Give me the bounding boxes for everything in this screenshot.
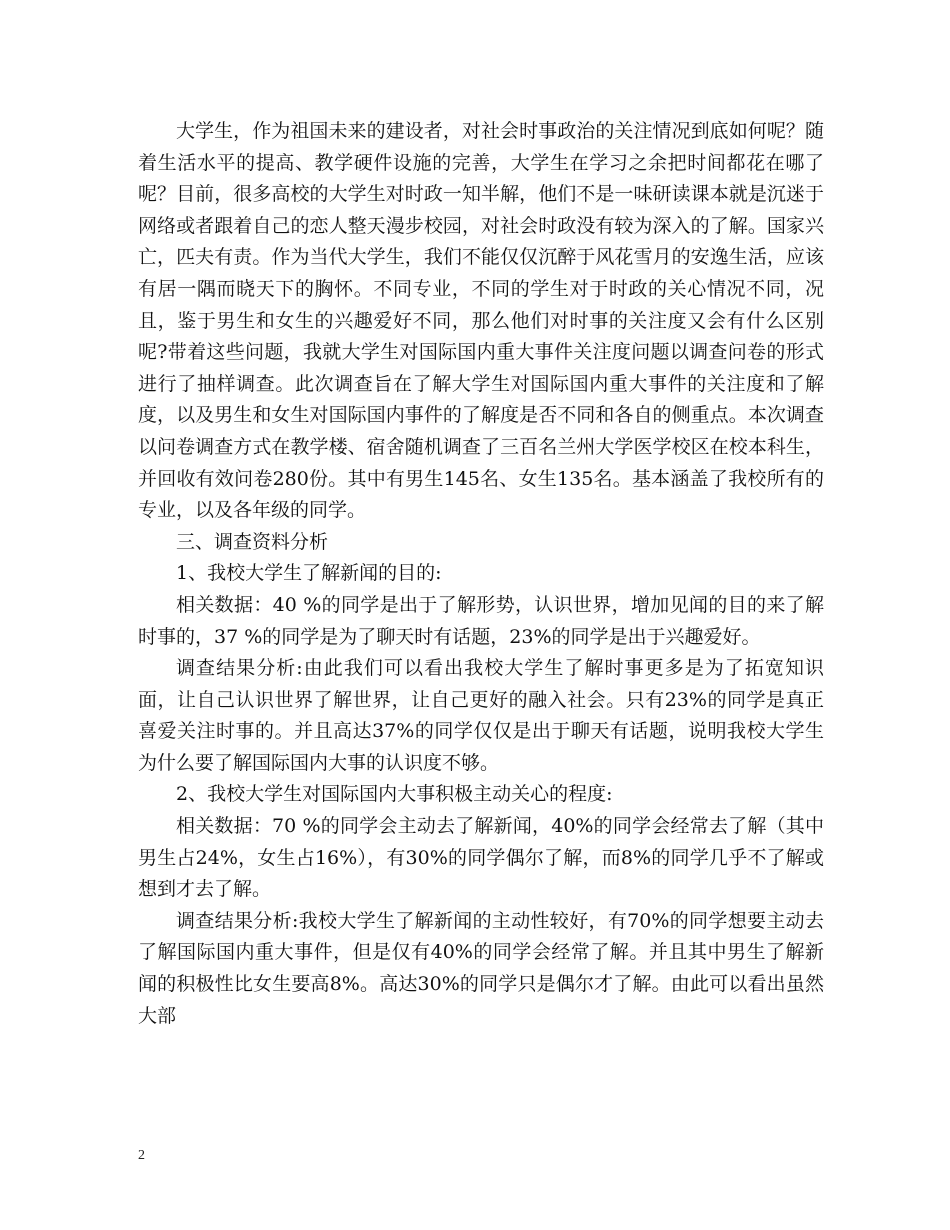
data-paragraph-1: 相关数据：40 %的同学是出于了解形势，认识世界，增加见闻的目的来了解时事的，37 %的同学是为了聊天时有话题，23%的同学是出于兴趣爱好。 [138, 593, 824, 648]
section-heading: 三、调查资料分析 [176, 530, 329, 553]
subsection-heading-1: 1、我校大学生了解新闻的目的: [176, 562, 442, 585]
analysis-paragraph-1: 调查结果分析:由此我们可以看出我校大学生了解时事更多是为了拓宽知识面，让自己认识世界了解世界，让自己更好的融入社会。只有23%的同学是真正喜爱关注时事的。并且高达37%的同学仅仅是出于聊天有话题，说明我校大学生为什么要了解国际国内大事的认识度不够。 [138, 657, 824, 774]
analysis-paragraph-2: 调查结果分析:我校大学生了解新闻的主动性较好，有70%的同学想要主动去了解国际国内重大事件，但是仅有40%的同学会经常了解。并且其中男生了解新闻的积极性比女生要高8%。高达30%的同学只是偶尔才了解。由此可以看出虽然大部 [138, 909, 824, 1027]
subsection-heading-2: 2、我校大学生对国际国内大事积极主动关心的程度: [176, 783, 613, 806]
intro-paragraph: 大学生，作为祖国未来的建设者，对社会时事政治的关注情况到底如何呢？随着生活水平的提高、教学硬件设施的完善，大学生在学习之余把时间都花在哪了呢？目前，很多高校的大学生对时政一知半解，他们不是一味研读课本就是沉迷于网络或者跟着自己的恋人整天漫步校园，对社会时政没有较为深入的了解。国家兴亡，匹夫有责。作为当代大学生，我们不能仅仅沉醉于风花雪月的安逸生活，应该有居一隅而晓天下的胸怀。不同专业，不同的学生对于时政的关心情况不同，况且，鉴于男生和女生的兴趣爱好不同，那么他们对时事的关注度又会有什么区别呢?带着这些问题，我就大学生对国际国内重大事件关注度问题以调查问卷的形式进行了抽样调查。此次调查旨在了解大学生对国际国内重大事件的关注度和了解度，以及男生和女生对国际国内事件的了解度是否不同和各自的侧重点。本次调查以问卷调查方式在教学楼、宿舍随机调查了三百名兰州大学医学校区在校本科生，并回收有效问卷280份。其中有男生145名、女生135名。基本涵盖了我校所有的专业，以及各年级的同学。 [138, 120, 824, 522]
page-number: 2 [138, 1148, 145, 1163]
data-paragraph-2: 相关数据：70 %的同学会主动去了解新闻，40%的同学会经常去了解（其中男生占24%，女生占16%），有30%的同学偶尔了解，而8%的同学几乎不了解或想到才去了解。 [138, 815, 824, 901]
document-body [138, 116, 824, 1032]
